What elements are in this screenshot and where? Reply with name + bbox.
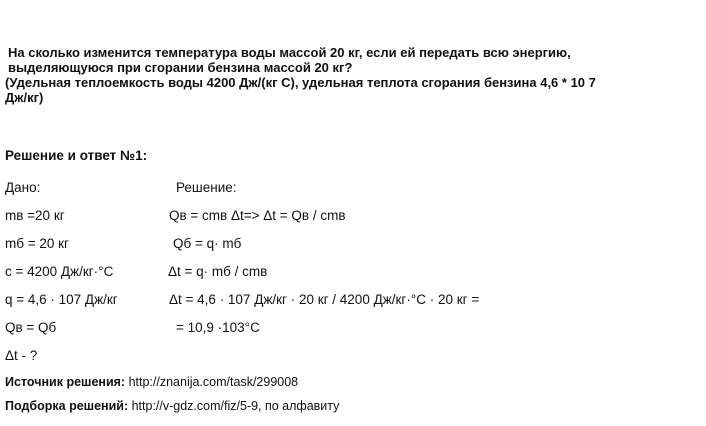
problem-line-3: (Удельная теплоемкость воды 4200 Дж/(кг С), удельная теплота сгорания бензина 4,6 * 10 7 [5,75,596,90]
given-title: Дано: [5,180,41,195]
solution-step: Qв = cmв Δt=> Δt = Qв / cmв [169,208,346,223]
given-item: c = 4200 Дж/кг·°C [5,264,114,279]
source-line [5,375,298,389]
solution-step: Qб = q· mб [173,236,242,251]
solution-step: Δt = 4,6 · 107 Дж/кг · 20 кг / 4200 Дж/кг·°C · 20 кг = [169,292,480,307]
solution-step: Δt = q· mб / cmв [168,264,268,279]
given-item: mв =20 кг [5,208,65,223]
solution-heading: Решение и ответ №1: [5,148,148,163]
collection-line [5,399,339,413]
source-link[interactable]: http://znanija.com/task/299008 [128,375,299,389]
given-item: mб = 20 кг [5,236,69,251]
problem-line-4: Дж/кг) [5,90,44,105]
collection-link[interactable]: http://v-gdz.com/fiz/5-9 [131,399,259,413]
given-item: Qв = Qб [5,320,57,335]
source-label: Источник решения: [5,375,126,389]
problem-line-1: На сколько изменится температура воды массой 20 кг, если ей передать всю энергию, [8,45,571,60]
given-item: q = 4,6 · 107 Дж/кг [5,292,118,307]
given-item: Δt - ? [5,348,38,363]
problem-line-2: выделяющуюся при сгорании бензина массой 20 кг? [8,60,353,75]
collection-suffix: , по алфавиту [258,399,340,413]
solution-title: Решение: [176,180,237,195]
solution-step: = 10,9 ·103°C [176,320,260,335]
collection-label: Подборка решений: [5,399,129,413]
